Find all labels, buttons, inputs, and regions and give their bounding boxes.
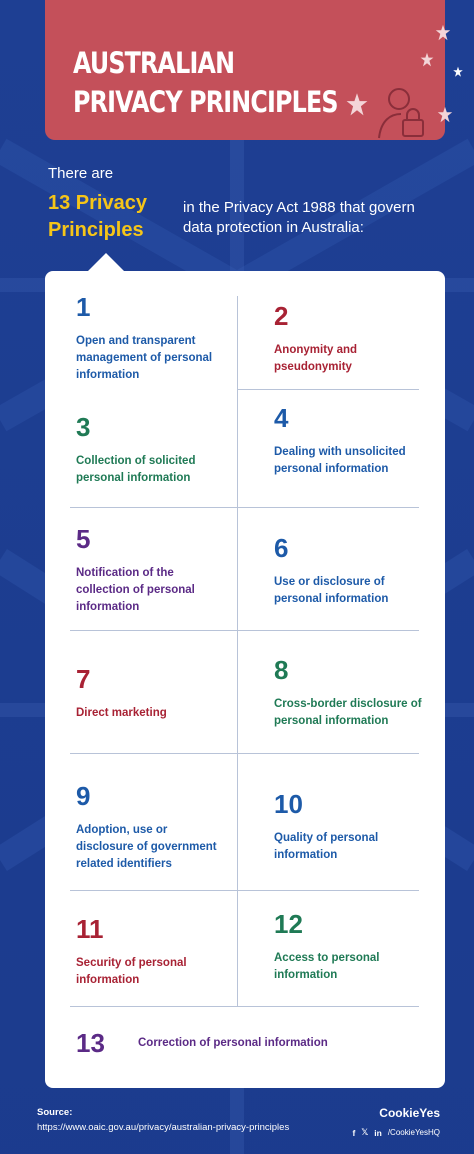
column-divider bbox=[237, 296, 238, 1006]
facebook-icon[interactable]: f bbox=[352, 1127, 356, 1138]
source-link[interactable]: https://www.oaic.gov.au/privacy/australian-privacy-principles bbox=[37, 1122, 290, 1133]
principle-12 bbox=[274, 910, 424, 984]
principle-text: Collection of solicited personal information bbox=[76, 455, 196, 484]
principle-3 bbox=[76, 413, 226, 487]
principle-text: Cross-border disclosure of personal information bbox=[274, 698, 422, 727]
principle-number: 9 bbox=[76, 781, 91, 811]
principle-number: 7 bbox=[76, 664, 91, 694]
principle-text: Use or disclosure of personal information bbox=[274, 576, 389, 605]
star-icon bbox=[419, 52, 435, 68]
principle-1 bbox=[76, 293, 226, 384]
social-handle: /CookieYesHQ bbox=[387, 1128, 440, 1137]
principle-number: 1 bbox=[76, 292, 91, 322]
principle-number: 6 bbox=[274, 533, 289, 563]
intro-prefix: There are bbox=[48, 165, 114, 182]
row-divider bbox=[70, 890, 419, 891]
row-divider bbox=[70, 630, 419, 631]
principle-5 bbox=[76, 525, 226, 616]
star-icon bbox=[344, 92, 370, 118]
intro-highlight-line-1: 13 Privacy bbox=[48, 192, 147, 214]
principle-text: Correction of personal information bbox=[138, 1036, 328, 1049]
star-icon bbox=[434, 24, 452, 42]
principle-text: Notification of the collection of personal information bbox=[76, 567, 195, 613]
social-links bbox=[353, 1127, 440, 1138]
linkedin-icon[interactable]: in bbox=[374, 1127, 382, 1138]
row-spacer bbox=[70, 389, 237, 390]
row-divider bbox=[70, 507, 419, 508]
card-pointer bbox=[87, 253, 125, 272]
principle-text: Security of personal information bbox=[76, 957, 187, 986]
principle-4 bbox=[274, 404, 424, 478]
star-icon bbox=[436, 106, 454, 124]
principle-text: Dealing with unsolicited personal information bbox=[274, 446, 406, 475]
principle-text: Access to personal information bbox=[274, 952, 380, 981]
principle-7 bbox=[76, 665, 226, 722]
title-line-1: AUSTRALIAN bbox=[73, 46, 235, 80]
source-label: Source: bbox=[37, 1107, 73, 1118]
row-divider bbox=[70, 1006, 419, 1007]
brand-logo: CookieYes bbox=[379, 1106, 440, 1120]
user-lock-icon bbox=[375, 86, 435, 140]
principle-number: 2 bbox=[274, 301, 289, 331]
source-citation bbox=[37, 1107, 289, 1133]
principle-text: Direct marketing bbox=[76, 707, 167, 719]
principle-10 bbox=[274, 790, 424, 864]
principle-number: 11 bbox=[76, 914, 104, 944]
principle-text: Open and transparent management of personal information bbox=[76, 335, 213, 381]
principle-number: 8 bbox=[274, 655, 289, 685]
principle-8 bbox=[274, 656, 424, 730]
principle-number: 10 bbox=[274, 789, 303, 819]
principle-text: Anonymity and pseudonymity bbox=[274, 344, 358, 373]
row-divider bbox=[70, 753, 419, 754]
principle-11 bbox=[76, 915, 226, 989]
principle-number: 5 bbox=[76, 524, 91, 554]
intro-highlight bbox=[48, 190, 147, 244]
intro-highlight-line-2: Principles bbox=[48, 219, 144, 241]
principle-13 bbox=[76, 1029, 376, 1057]
principle-2 bbox=[274, 302, 424, 376]
row-divider bbox=[237, 389, 419, 390]
principle-number: 4 bbox=[274, 403, 289, 433]
intro-description: in the Privacy Act 1988 that govern data protection in Australia: bbox=[183, 199, 415, 236]
principle-number: 3 bbox=[76, 412, 91, 442]
principle-text: Adoption, use or disclosure of government related identifiers bbox=[76, 824, 217, 870]
principle-9 bbox=[76, 782, 226, 873]
principle-6 bbox=[274, 534, 424, 608]
principle-number: 12 bbox=[274, 909, 303, 939]
twitter-icon[interactable]: 𝕏 bbox=[361, 1127, 369, 1137]
star-icon bbox=[452, 66, 464, 78]
principle-number: 13 bbox=[76, 1028, 105, 1058]
principle-text: Quality of personal information bbox=[274, 832, 379, 861]
title-banner bbox=[45, 0, 445, 140]
page-title bbox=[73, 44, 338, 122]
title-line-2: PRIVACY PRINCIPLES bbox=[73, 85, 338, 119]
